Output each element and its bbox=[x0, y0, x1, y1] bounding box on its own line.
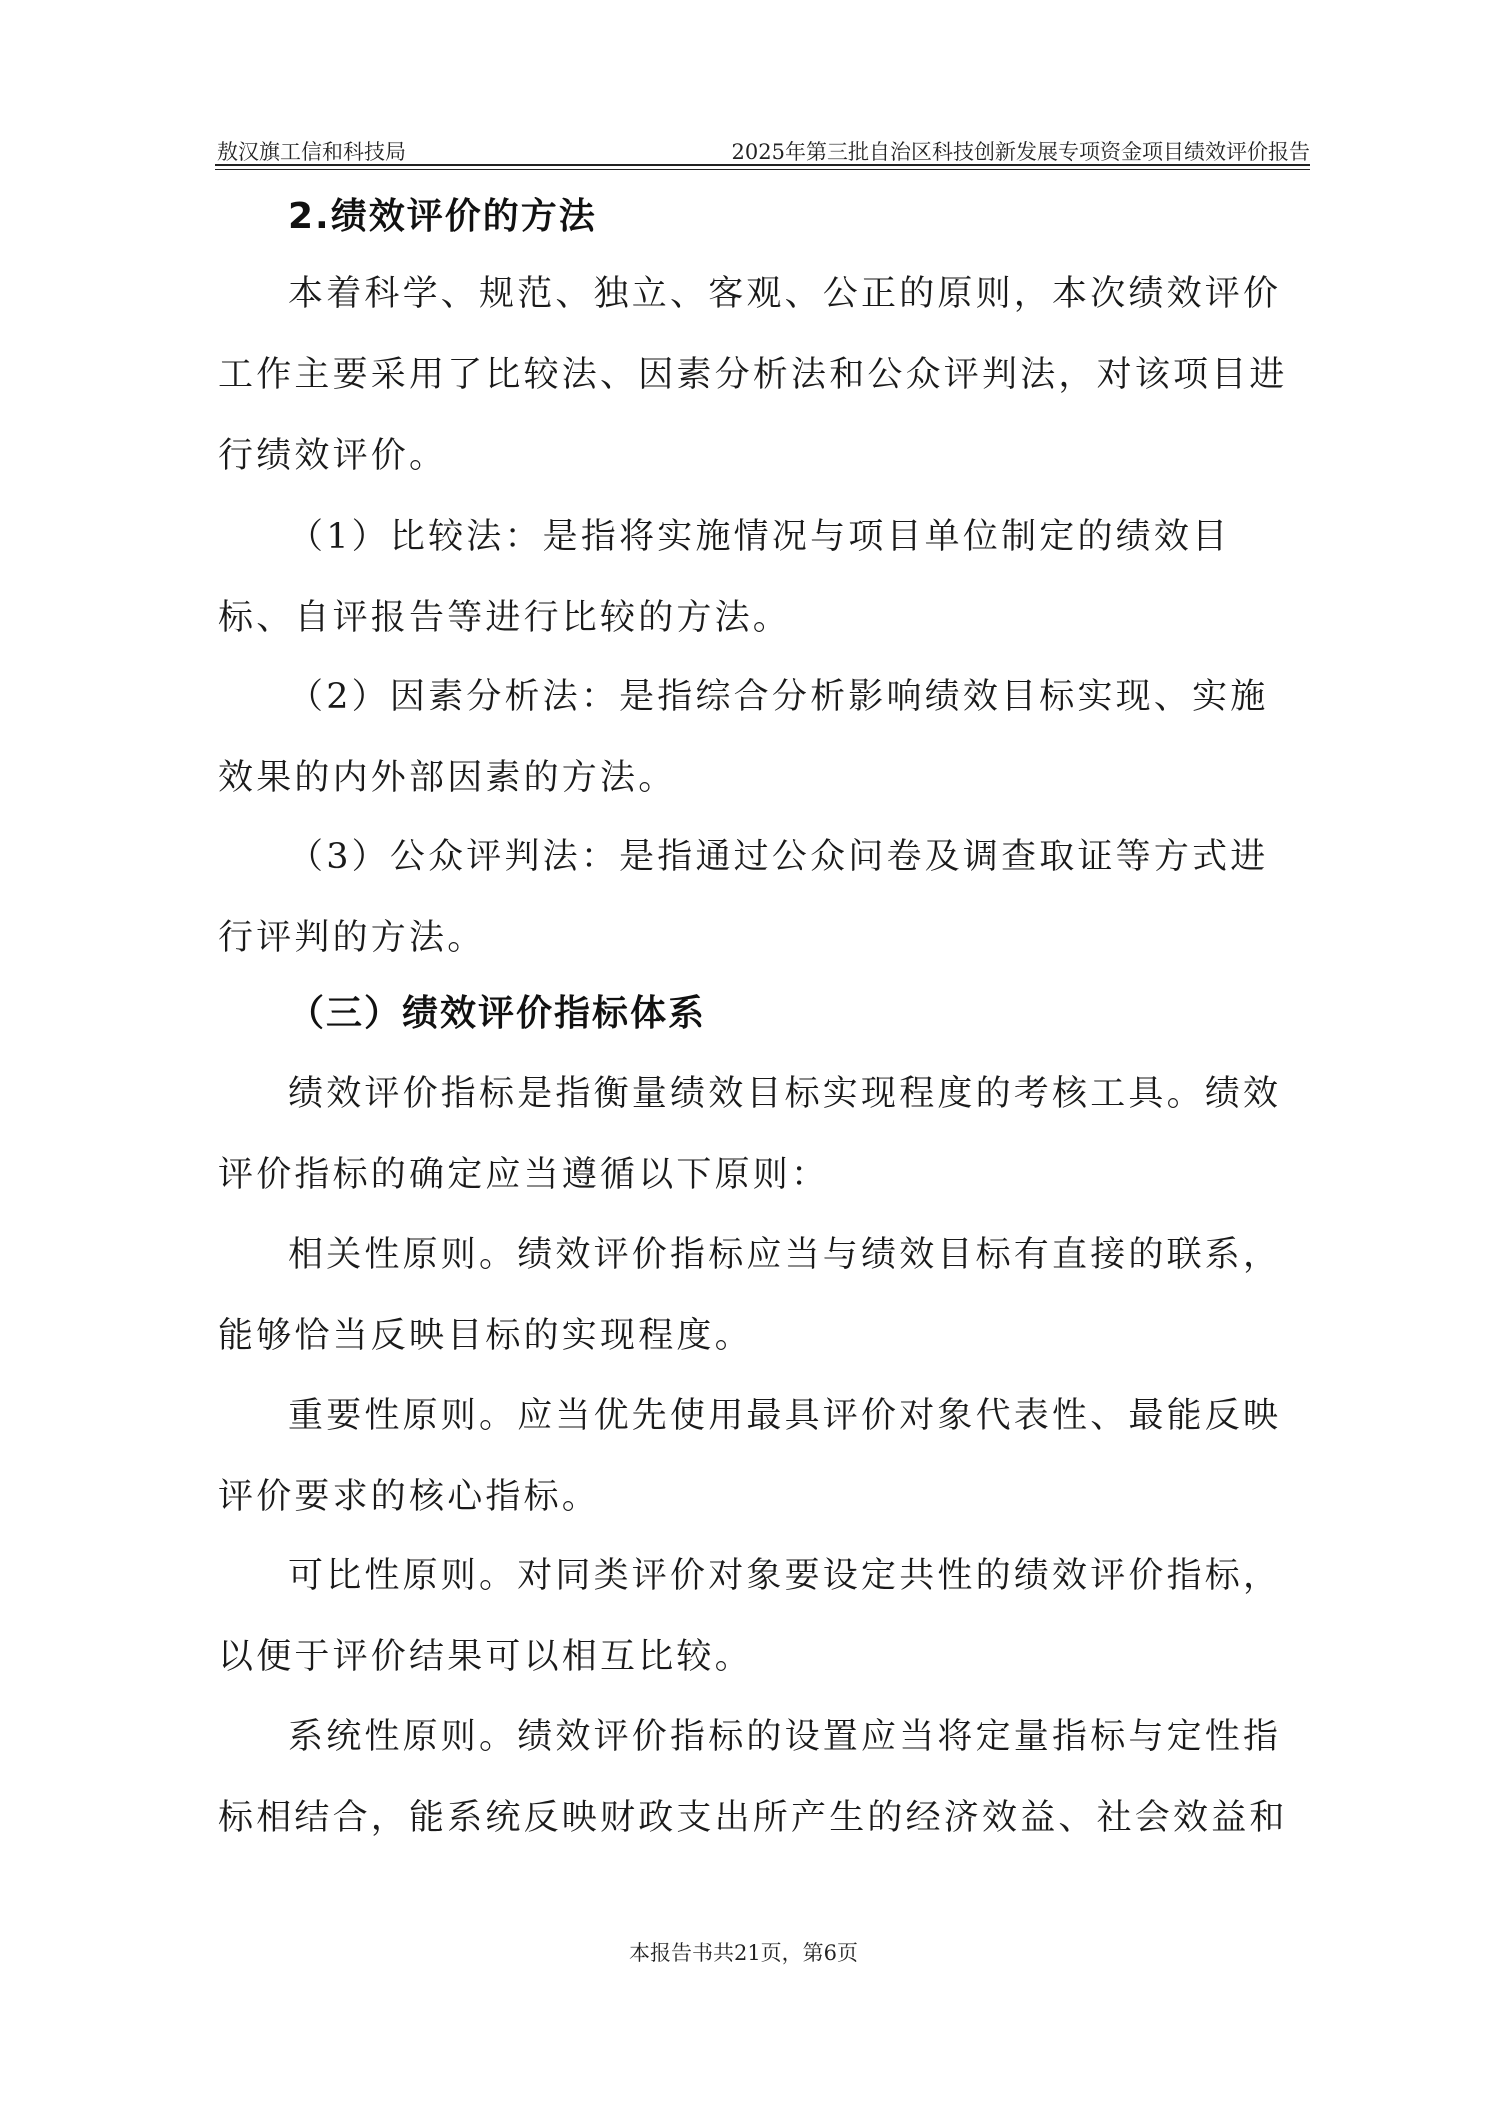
paragraph-line: 评价指标的确定应当遵循以下原则： bbox=[218, 1155, 830, 1195]
paragraph-line: 相关性原则。绩效评价指标应当与绩效目标有直接的联系， bbox=[288, 1235, 1282, 1275]
paragraph-line: （1）比较法：是指将实施情况与项目单位制定的绩效目 bbox=[288, 517, 1231, 557]
header-organization: 敖汉旗工信和科技局 bbox=[217, 140, 406, 164]
paragraph-line: 标、自评报告等进行比较的方法。 bbox=[218, 598, 792, 638]
header-rule-thin bbox=[215, 169, 1310, 170]
paragraph-line: 可比性原则。对同类评价对象要设定共性的绩效评价指标， bbox=[288, 1556, 1282, 1596]
paragraph-line: 评价要求的核心指标。 bbox=[218, 1477, 601, 1517]
section-heading-indicator-system: （三）绩效评价指标体系 bbox=[288, 993, 707, 1034]
paragraph-line: 绩效评价指标是指衡量绩效目标实现程度的考核工具。绩效 bbox=[288, 1074, 1282, 1114]
header-rule-thick bbox=[215, 164, 1310, 166]
paragraph-line: 行评判的方法。 bbox=[218, 918, 486, 958]
paragraph-line: 本着科学、规范、独立、客观、公正的原则，本次绩效评价 bbox=[288, 274, 1282, 314]
page-header bbox=[215, 131, 1310, 171]
section-heading-evaluation-methods: 2.绩效评价的方法 bbox=[288, 196, 597, 237]
paragraph-line: 以便于评价结果可以相互比较。 bbox=[218, 1637, 753, 1677]
paragraph-line: 重要性原则。应当优先使用最具评价对象代表性、最能反映 bbox=[288, 1396, 1282, 1436]
paragraph-line: （3）公众评判法：是指通过公众问卷及调查取证等方式进 bbox=[288, 837, 1269, 877]
paragraph-line: 系统性原则。绩效评价指标的设置应当将定量指标与定性指 bbox=[288, 1717, 1282, 1757]
paragraph-line: 工作主要采用了比较法、因素分析法和公众评判法，对该项目进 bbox=[218, 355, 1288, 395]
paragraph-line: （2）因素分析法：是指综合分析影响绩效目标实现、实施 bbox=[288, 677, 1269, 717]
paragraph-line: 标相结合，能系统反映财政支出所产生的经济效益、社会效益和 bbox=[218, 1798, 1288, 1838]
paragraph-line: 效果的内外部因素的方法。 bbox=[218, 758, 677, 798]
page-footer: 本报告书共21页，第6页 bbox=[628, 1941, 859, 1965]
paragraph-line: 能够恰当反映目标的实现程度。 bbox=[218, 1316, 753, 1356]
header-report-title: 2025年第三批自治区科技创新发展专项资金项目绩效评价报告 bbox=[731, 140, 1310, 164]
paragraph-line: 行绩效评价。 bbox=[218, 436, 448, 476]
